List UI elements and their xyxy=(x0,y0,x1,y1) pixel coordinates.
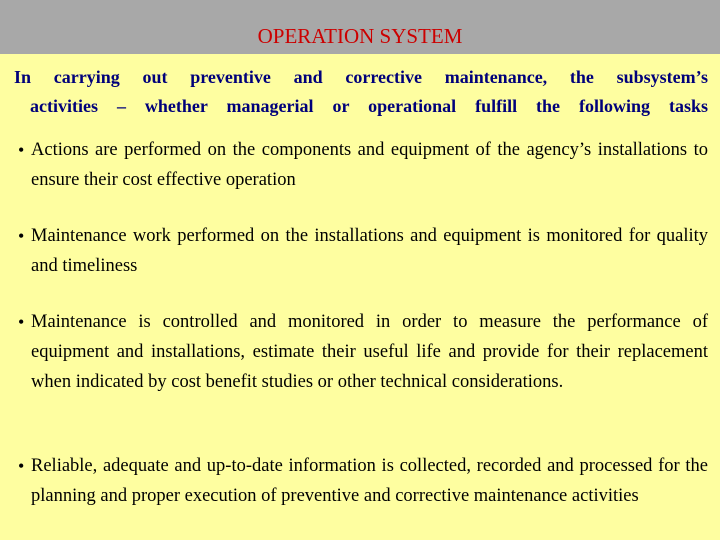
bullet-item-4 xyxy=(18,451,708,511)
bullet-marker: • xyxy=(18,456,25,476)
bullet-item-2 xyxy=(18,221,708,281)
intro-line-2: activities – whether managerial or operational fulfill the following tasks xyxy=(30,96,708,116)
slide-title: OPERATION SYSTEM xyxy=(257,24,463,48)
bullet-item-1 xyxy=(18,135,708,195)
bullet-item-3 xyxy=(18,307,708,397)
bullet-text-3: Maintenance is controlled and monitored in order to measure the performance of equipment and installations, estimate their useful life and provide for their replacement when indicated by cost benefit studies or other technical considerations. xyxy=(31,312,708,392)
bullet-marker: • xyxy=(18,312,25,332)
bullet-marker: • xyxy=(18,140,25,160)
bullet-text-4: Reliable, adequate and up-to-date information is collected, recorded and processed for the planning and proper execution of preventive and corrective maintenance activities xyxy=(31,456,708,506)
bullet-marker: • xyxy=(18,226,25,246)
intro-line-1: In carrying out preventive and corrective maintenance, the subsystem’s xyxy=(14,67,708,87)
bullet-text-1: Actions are performed on the components and equipment of the agency’s installations to ensure their cost effective operation xyxy=(31,140,708,190)
intro-paragraph xyxy=(14,63,708,121)
bullet-text-2: Maintenance work performed on the installations and equipment is monitored for quality and timeliness xyxy=(31,226,708,276)
